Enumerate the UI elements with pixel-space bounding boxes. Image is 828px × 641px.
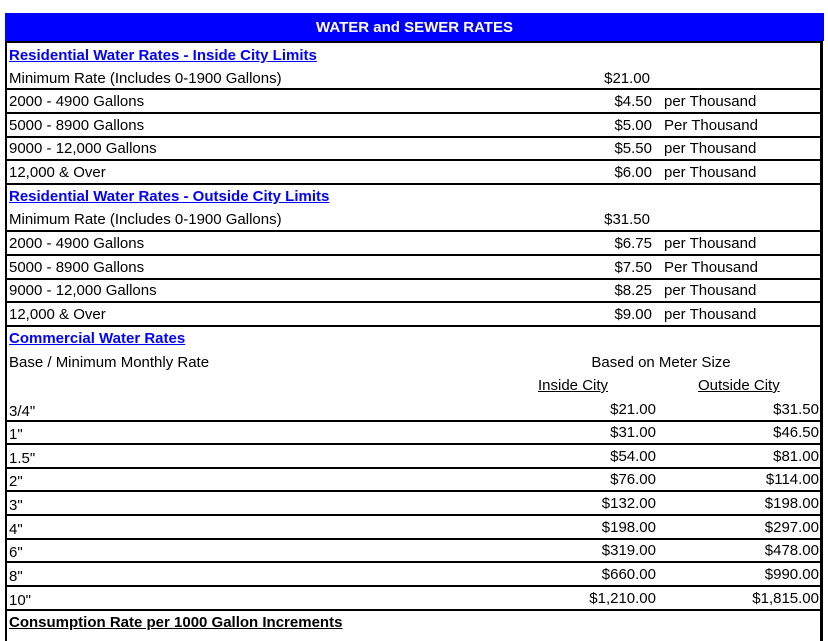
row-unit: per Thousand (664, 164, 757, 181)
row-price: $8.25 (614, 282, 652, 299)
section-header-residential-inside (7, 43, 820, 66)
outside-price: $114.00 (765, 471, 819, 488)
section-header-residential-outside (7, 185, 820, 207)
column-header-row (7, 373, 820, 396)
outside-price: $198.00 (764, 495, 819, 512)
inside-price: $21.00 (610, 401, 656, 418)
table-row (7, 301, 820, 327)
row-label: 5000 - 8900 Gallons (9, 117, 145, 134)
table-row (7, 278, 820, 301)
row-label: 9000 - 12,000 Gallons (9, 140, 157, 157)
row-price: $7.50 (614, 259, 652, 276)
table-row (7, 254, 820, 278)
page-title: WATER and SEWER RATES (5, 13, 824, 41)
table-row (7, 443, 820, 467)
inside-price: $76.00 (610, 471, 656, 488)
outside-city-header: Outside City (698, 377, 780, 394)
outside-price: $31.50 (773, 401, 819, 418)
table-row (7, 136, 820, 159)
meter-size: 10" (9, 592, 32, 609)
table-row (7, 112, 820, 136)
row-price: $4.50 (614, 93, 652, 110)
inside-city-header: Inside City (538, 377, 609, 394)
residential-inside-link[interactable]: Residential Water Rates - Inside City Limits (9, 47, 317, 64)
table-row (7, 561, 820, 585)
row-price: $6.00 (614, 164, 652, 181)
outside-price: $46.50 (773, 424, 819, 441)
outside-price: $478.00 (764, 542, 819, 559)
row-label: 5000 - 8900 Gallons (9, 259, 145, 276)
table-row (7, 159, 820, 185)
meter-size: 8" (9, 568, 23, 585)
row-unit: per Thousand (664, 282, 757, 299)
inside-price: $132.00 (601, 495, 656, 512)
table-row (7, 420, 820, 443)
outside-price: $1,815.00 (752, 590, 819, 607)
row-price: $5.50 (614, 140, 652, 157)
inside-price: $54.00 (610, 448, 656, 465)
table-row (7, 66, 820, 89)
meter-size: 2" (9, 473, 23, 490)
row-unit: per Thousand (664, 306, 757, 323)
rates-table (5, 41, 823, 641)
row-label: 2000 - 4900 Gallons (9, 235, 145, 252)
outside-price: $990.00 (764, 566, 819, 583)
row-price: $5.00 (614, 117, 652, 134)
based-on-label: Based on Meter Size (591, 354, 731, 371)
row-price: $31.50 (604, 211, 650, 228)
table-row (7, 207, 820, 230)
table-row (7, 396, 820, 420)
table-row (7, 585, 820, 611)
row-unit: Per Thousand (664, 259, 758, 276)
section-header-consumption (7, 611, 820, 633)
row-label: 12,000 & Over (9, 306, 106, 323)
row-label: 12,000 & Over (9, 164, 106, 181)
outside-price: $297.00 (764, 519, 819, 536)
table-row (7, 467, 820, 490)
meter-size: 1" (9, 426, 23, 443)
base-rate-label: Base / Minimum Monthly Rate (9, 354, 210, 371)
table-row (7, 230, 820, 254)
row-unit: Per Thousand (664, 117, 758, 134)
row-label: 2000 - 4900 Gallons (9, 93, 145, 110)
table-row (7, 514, 820, 538)
row-label: 9000 - 12,000 Gallons (9, 282, 157, 299)
inside-price: $319.00 (601, 542, 656, 559)
table-row (7, 490, 820, 514)
section-header-commercial (7, 327, 820, 349)
row-price: $6.75 (614, 235, 652, 252)
residential-outside-link[interactable]: Residential Water Rates - Outside City Limits (9, 188, 330, 205)
inside-price: $198.00 (601, 519, 656, 536)
row-unit: per Thousand (664, 140, 757, 157)
meter-size: 1.5" (9, 450, 36, 467)
inside-price: $31.00 (610, 424, 656, 441)
row-label: Minimum Rate (Includes 0-1900 Gallons) (9, 70, 282, 87)
inside-price: $660.00 (601, 566, 656, 583)
consumption-heading: Consumption Rate per 1000 Gallon Increments (9, 614, 343, 631)
row-unit: per Thousand (664, 93, 757, 110)
meter-size: 6" (9, 544, 23, 561)
table-row (7, 538, 820, 561)
outside-price: $81.00 (773, 448, 819, 465)
row-price: $9.00 (614, 306, 652, 323)
table-row (7, 88, 820, 112)
meter-size: 3/4" (9, 403, 36, 420)
commercial-link[interactable]: Commercial Water Rates (9, 330, 186, 347)
inside-price: $1,210.00 (589, 590, 656, 607)
meter-size: 3" (9, 497, 23, 514)
meter-size: 4" (9, 521, 23, 538)
row-price: $21.00 (604, 70, 650, 87)
row-unit: per Thousand (664, 235, 757, 252)
row-label: Minimum Rate (Includes 0-1900 Gallons) (9, 211, 282, 228)
table-row (7, 349, 820, 373)
